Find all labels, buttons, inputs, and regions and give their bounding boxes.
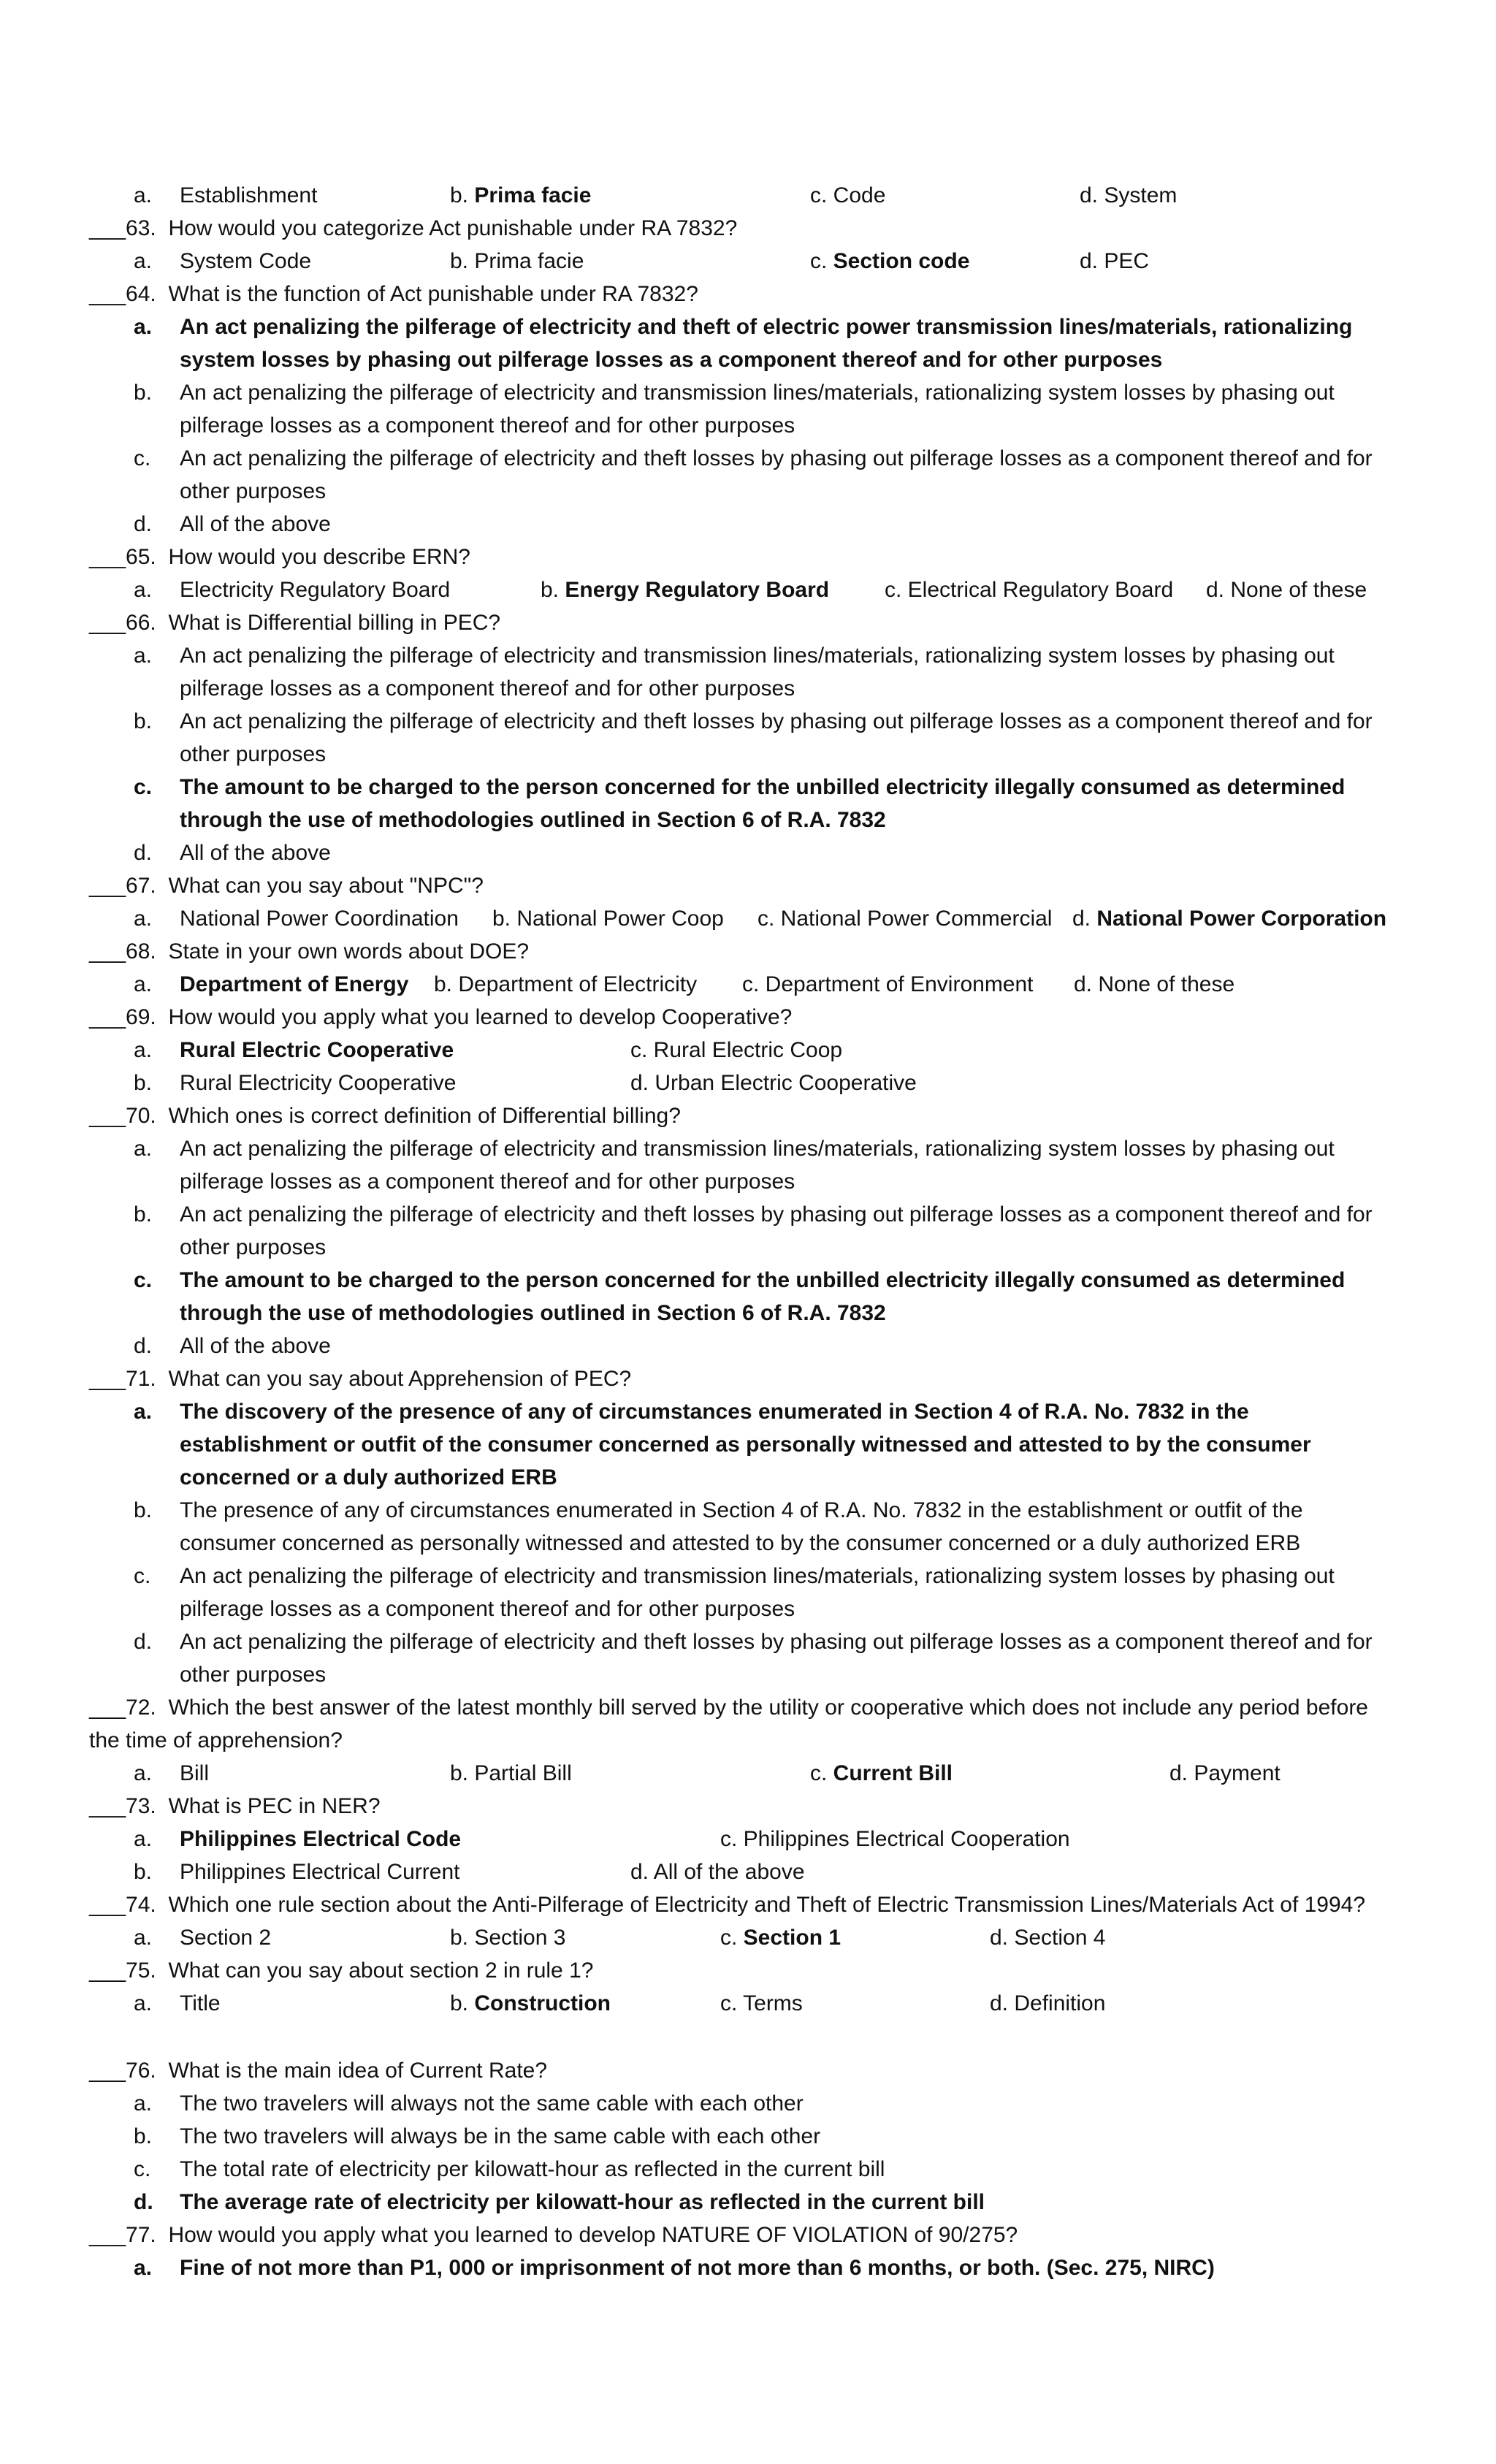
- question-67: ___67. What can you say about "NPC"?: [89, 874, 484, 898]
- q63-option-d: d. PEC: [1080, 249, 1150, 273]
- q63-option-b: b. Prima facie: [450, 249, 584, 273]
- question-63: ___63. How would you categorize Act punishable under RA 7832?: [89, 216, 738, 240]
- q76-option-c: c. The total rate of electricity per kilowatt-hour as reflected in the current bill: [134, 2157, 885, 2181]
- q70-option-b: b. An act penalizing the pilferage of electricity and theft losses by phasing out pilferage losses as a component thereof and for other purposes: [134, 1202, 1373, 1259]
- question-text: What is Differential billing in PEC?: [168, 611, 501, 635]
- q77-option-a: a. Fine of not more than P1, 000 or imprisonment of not more than 6 months, or both. (Sec. 275, NIRC): [134, 2256, 1215, 2280]
- q69-option-b: Rural Electricity Cooperative: [180, 1071, 457, 1095]
- q65-options: a. Electricity Regulatory Board b. Energy Regulatory Board c. Electrical Regulatory Board d. None of these: [0, 573, 1496, 606]
- q68-option-c: c. Department of Environment: [742, 972, 1034, 996]
- q75-option-b: b. Construction: [450, 1991, 611, 2015]
- question-text: How would you categorize Act punishable under RA 7832?: [168, 216, 738, 240]
- question-73: ___73. What is PEC in NER?: [89, 1794, 381, 1818]
- question-69: ___69. How would you apply what you learned to develop Cooperative?: [89, 1005, 793, 1029]
- q70-option-a: a. An act penalizing the pilferage of electricity and transmission lines/materials, rationalizing system losses by phasing out pilferage losses as a component thereof and for other purposes: [134, 1137, 1335, 1194]
- question-text: State in your own words about DOE?: [168, 939, 530, 964]
- q69-options-row2: b. Rural Electricity Cooperative d. Urban Electric Cooperative: [0, 1067, 1496, 1099]
- q65-option-a: Electricity Regulatory Board: [180, 578, 451, 602]
- q70-option-d: d. All of the above: [134, 1334, 331, 1358]
- q72-option-b: b. Partial Bill: [450, 1761, 572, 1785]
- q69-options-row1: a. Rural Electric Cooperative c. Rural Electric Coop: [0, 1034, 1496, 1067]
- q63-option-c: c. Section code: [810, 249, 970, 273]
- question-text: Which ones is correct definition of Differential billing?: [168, 1104, 681, 1128]
- q68-option-d: d. None of these: [1074, 972, 1235, 996]
- q75-option-d: d. Definition: [990, 1991, 1106, 2015]
- question-text: What can you say about section 2 in rule 1?: [168, 1958, 594, 1983]
- q62-option-c: c. Code: [810, 183, 886, 207]
- q73-option-d: d. All of the above: [630, 1860, 805, 1884]
- q67-option-c: c. National Power Commercial: [757, 907, 1053, 931]
- q62-options: [0, 179, 1496, 212]
- q76-option-b: b. The two travelers will always be in the same cable with each other: [134, 2124, 821, 2148]
- q74-option-a: Section 2: [180, 1926, 272, 1950]
- q65-option-b: b. Energy Regulatory Board: [541, 578, 830, 602]
- question-76: ___76. What is the main idea of Current Rate?: [89, 2059, 548, 2083]
- q72-option-c: c. Current Bill: [810, 1761, 953, 1785]
- question-text: Which one rule section about the Anti-Pilferage of Electricity and Theft of Electric Transmission Lines/Materials Act of 1994?: [168, 1893, 1366, 1917]
- q63-options: a. System Code b. Prima facie c. Section code d. PEC: [0, 245, 1496, 278]
- q74-option-d: d. Section 4: [990, 1926, 1106, 1950]
- question-64: ___64. What is the function of Act punishable under RA 7832?: [89, 282, 698, 306]
- question-text: What is PEC in NER?: [168, 1794, 381, 1818]
- q64-option-c: c. An act penalizing the pilferage of electricity and theft losses by phasing out pilferage losses as a component thereof and for other purposes: [134, 446, 1373, 503]
- question-68: ___68. State in your own words about DOE?: [89, 939, 530, 964]
- question-72: ___72. Which the best answer of the latest monthly bill served by the utility or cooperative which does not include any period before the time of apprehension?: [89, 1696, 1368, 1752]
- q67-options: a. National Power Coordination b. National Power Coop c. National Power Commercial d. National Power Corporation: [0, 902, 1496, 935]
- q75-option-a: Title: [180, 1991, 221, 2015]
- q66-option-c: c. The amount to be charged to the person concerned for the unbilled electricity illegally consumed as determined through the use of methodologies outlined in Section 6 of R.A. 7832: [134, 775, 1346, 832]
- q72-option-a: Bill: [180, 1761, 210, 1785]
- question-70: ___70. Which ones is correct definition of Differential billing?: [89, 1104, 681, 1128]
- question-66: ___66. What is Differential billing in PEC?: [89, 611, 501, 635]
- q68-option-b: b. Department of Electricity: [434, 972, 698, 996]
- q73-option-b: Philippines Electrical Current: [180, 1860, 460, 1884]
- q66-option-b: b. An act penalizing the pilferage of electricity and theft losses by phasing out pilferage losses as a component thereof and for other purposes: [134, 709, 1373, 766]
- q74-options: a. Section 2 b. Section 3 c. Section 1 d. Section 4: [0, 1921, 1496, 1954]
- q68-option-a: Department of Energy: [180, 972, 409, 996]
- q75-option-c: c. Terms: [720, 1991, 803, 2015]
- q73-option-a: Philippines Electrical Code: [180, 1827, 462, 1851]
- q69-option-c: c. Rural Electric Coop: [630, 1038, 843, 1062]
- q64-option-a: a. An act penalizing the pilferage of electricity and theft of electric power transmission lines/materials, rationalizing system losses by phasing out pilferage losses as a component thereof and for other purposes: [134, 315, 1353, 372]
- question-71: ___71. What can you say about Apprehension of PEC?: [89, 1367, 632, 1391]
- q69-option-a: Rural Electric Cooperative: [180, 1038, 454, 1062]
- q66-option-d: d. All of the above: [134, 841, 331, 865]
- q73-option-c: c. Philippines Electrical Cooperation: [720, 1827, 1070, 1851]
- q72-option-d: d. Payment: [1169, 1761, 1281, 1785]
- q70-option-c: c. The amount to be charged to the person concerned for the unbilled electricity illegally consumed as determined through the use of methodologies outlined in Section 6 of R.A. 7832: [134, 1268, 1346, 1325]
- q71-option-a: a. The discovery of the presence of any of circumstances enumerated in Section 4 of R.A. No. 7832 in the establishment or outfit of the consumer concerned as personally witnessed and attested to by the consumer concerned or a duly authorized ERB: [134, 1400, 1311, 1490]
- q76-option-a: a. The two travelers will always not the same cable with each other: [134, 2091, 804, 2116]
- q64-option-d: d. All of the above: [134, 512, 331, 536]
- question-text: What is the main idea of Current Rate?: [168, 2059, 548, 2083]
- q74-option-b: b. Section 3: [450, 1926, 566, 1950]
- q66-option-a: a. An act penalizing the pilferage of electricity and transmission lines/materials, rationalizing system losses by phasing out pilferage losses as a component thereof and for other purposes: [134, 644, 1335, 701]
- q65-option-d: d. None of these: [1206, 578, 1367, 602]
- q76-option-d: d. The average rate of electricity per kilowatt-hour as reflected in the current bill: [134, 2190, 985, 2214]
- question-text: What can you say about Apprehension of PEC?: [168, 1367, 632, 1391]
- q71-option-c: c. An act penalizing the pilferage of electricity and transmission lines/materials, rationalizing system losses by phasing out pilferage losses as a component thereof and for other purposes: [134, 1564, 1335, 1621]
- q71-option-b: b. The presence of any of circumstances enumerated in Section 4 of R.A. No. 7832 in the establishment or outfit of the consumer concerned as personally witnessed and attested to by the consumer concerned or a duly authorized ERB: [134, 1498, 1303, 1555]
- q71-option-d: d. An act penalizing the pilferage of electricity and theft losses by phasing out pilferage losses as a component thereof and for other purposes: [134, 1630, 1373, 1687]
- question-text: Which the best answer of the latest monthly bill served by the utility or cooperative which does not include any period before the time of apprehension?: [89, 1696, 1368, 1752]
- q73-options-row2: b. Philippines Electrical Current d. All of the above: [0, 1855, 1496, 1888]
- question-77: ___77. How would you apply what you learned to develop NATURE OF VIOLATION of 90/275?: [89, 2223, 1018, 2247]
- question-text: How would you apply what you learned to develop Cooperative?: [168, 1005, 793, 1029]
- q63-option-a: System Code: [180, 249, 312, 273]
- question-74: ___74. Which one rule section about the Anti-Pilferage of Electricity and Theft of Electric Transmission Lines/Materials Act of 1994?: [89, 1893, 1366, 1917]
- question-text: What is the function of Act punishable under RA 7832?: [168, 282, 698, 306]
- q74-option-c: c. Section 1: [720, 1926, 842, 1950]
- q62-answer: Prima facie: [474, 183, 592, 207]
- question-75: ___75. What can you say about section 2 in rule 1?: [89, 1958, 594, 1983]
- q72-options: a. Bill b. Partial Bill c. Current Bill d. Payment: [0, 1757, 1496, 1790]
- q64-option-b: b. An act penalizing the pilferage of electricity and transmission lines/materials, rationalizing system losses by phasing out pilferage losses as a component thereof and for other purposes: [134, 381, 1335, 438]
- q69-option-d: d. Urban Electric Cooperative: [630, 1071, 917, 1095]
- q62-option-b: b. Prima facie: [450, 183, 592, 207]
- question-65: ___65. How would you describe ERN?: [89, 545, 470, 569]
- q62-option-a: Establishment: [180, 183, 318, 207]
- option-letter: a.: [134, 183, 153, 207]
- q67-option-d: d. National Power Corporation: [1072, 907, 1387, 931]
- q65-option-c: c. Electrical Regulatory Board: [885, 578, 1174, 602]
- question-text: What can you say about "NPC"?: [168, 874, 484, 898]
- q67-option-a: National Power Coordination: [180, 907, 459, 931]
- q67-option-b: b. National Power Coop: [492, 907, 724, 931]
- q75-options: a. Title b. Construction c. Terms d. Definition: [0, 1987, 1496, 2020]
- q62-option-d: d. System: [1080, 183, 1178, 207]
- question-text: How would you describe ERN?: [168, 545, 470, 569]
- q68-options: a. Department of Energy b. Department of Electricity c. Department of Environment d. None of these: [0, 968, 1496, 1001]
- question-text: How would you apply what you learned to develop NATURE OF VIOLATION of 90/275?: [168, 2223, 1018, 2247]
- q73-options-row1: a. Philippines Electrical Code c. Philippines Electrical Cooperation: [0, 1823, 1496, 1855]
